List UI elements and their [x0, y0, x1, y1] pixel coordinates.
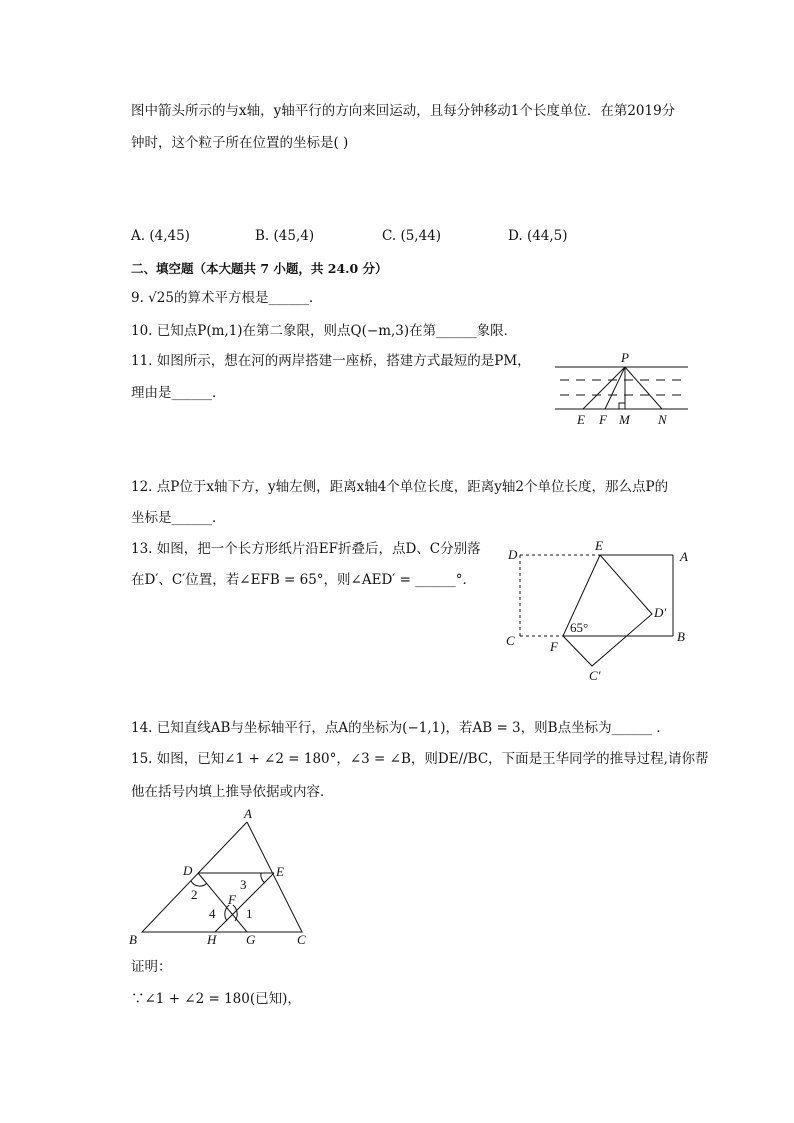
question-13-line2: 在D′、C′位置，若∠EFB = 65°，则∠AED′ = ______°． [131, 572, 477, 588]
choice-b [255, 230, 314, 244]
label-b: B [677, 629, 685, 644]
label-m: M [619, 412, 630, 427]
choice-value: (44,5) [526, 228, 568, 244]
question-11-line2: 理由是______． [131, 385, 226, 401]
label-c-prime: C′ [589, 668, 601, 683]
question-13-line1: 13. 如图，把一个长方形纸片沿EF折叠后，点D、C分别落 [131, 541, 481, 557]
choice-d [508, 230, 568, 244]
angle-1: 1 [246, 906, 253, 921]
label-d: D [508, 547, 518, 562]
label-c: C [297, 932, 306, 947]
label-h: H [207, 932, 217, 947]
question-14: 14. 已知直线AB与坐标轴平行，点A的坐标为(−1,1)，若AB = 3，则B点坐标为______ ． [131, 720, 670, 736]
question-12-line2: 坐标是______． [131, 510, 226, 526]
angle-4: 4 [209, 906, 216, 921]
angle-label: 65° [570, 620, 589, 635]
angle-3: 3 [240, 877, 247, 892]
label-a: A [244, 806, 252, 821]
label-c: C [506, 633, 515, 648]
choice-label: B. [255, 228, 270, 244]
label-f: F [228, 892, 236, 907]
choice-label: A. [131, 228, 146, 244]
choice-label: D. [508, 228, 523, 244]
choice-value: (45,4) [273, 228, 315, 244]
label-n: N [658, 412, 667, 427]
question-9: 9. √25的算术平方根是______． [131, 290, 323, 306]
label-f: F [599, 412, 607, 427]
q-intro-line2: 钟时，这个粒子所在位置的坐标是( ) [131, 135, 349, 151]
label-e: E [276, 864, 284, 879]
question-10: 10. 已知点P(m,1)在第二象限，则点Q(−m,3)在第______象限． [131, 323, 518, 339]
river-bridge-figure [550, 350, 695, 430]
question-12-line1: 12. 点P位于x轴下方，y轴左侧，距离x轴4个单位长度，距离y轴2个单位长度，那么点P的 [131, 479, 669, 495]
label-f: F [550, 639, 558, 654]
label-e: E [577, 412, 585, 427]
triangle-parallel-figure [125, 805, 325, 950]
label-b: B [129, 932, 137, 947]
label-a: A [680, 549, 688, 564]
choice-value: (5,44) [400, 228, 442, 244]
label-p: P [621, 350, 629, 365]
choice-value: (4,45) [149, 228, 190, 244]
label-g: G [246, 932, 256, 947]
proof-line-1: ∵∠1 + ∠2 = 180(已知)， [131, 991, 301, 1007]
q-intro-line1: 图中箭头所示的与x轴，y轴平行的方向来回运动，且每分钟移动1个长度单位．在第2019分 [131, 103, 676, 119]
angle-2: 2 [191, 887, 198, 902]
label-d-prime: D′ [654, 605, 667, 620]
choice-c [382, 230, 441, 244]
question-15-line2: 他在括号内填上推导依据或内容． [131, 784, 334, 800]
choice-label: C. [382, 228, 397, 244]
label-d: D [183, 863, 193, 878]
question-15-line1: 15. 如图，已知∠1 + ∠2 = 180°，∠3 = ∠B，则DE//BC，下面是王华同学的推导过程,请你帮 [131, 751, 709, 767]
question-11-line1: 11. 如图所示，想在河的两岸搭建一座桥，搭建方式最短的是PM， [131, 353, 531, 369]
label-e: E [595, 538, 603, 553]
proof-title: 证明： [131, 959, 172, 975]
folded-rectangle-figure [500, 535, 700, 685]
choice-a [131, 230, 190, 244]
section-heading: 二、填空题（本大题共 7 小题，共 24.0 分） [131, 261, 388, 276]
